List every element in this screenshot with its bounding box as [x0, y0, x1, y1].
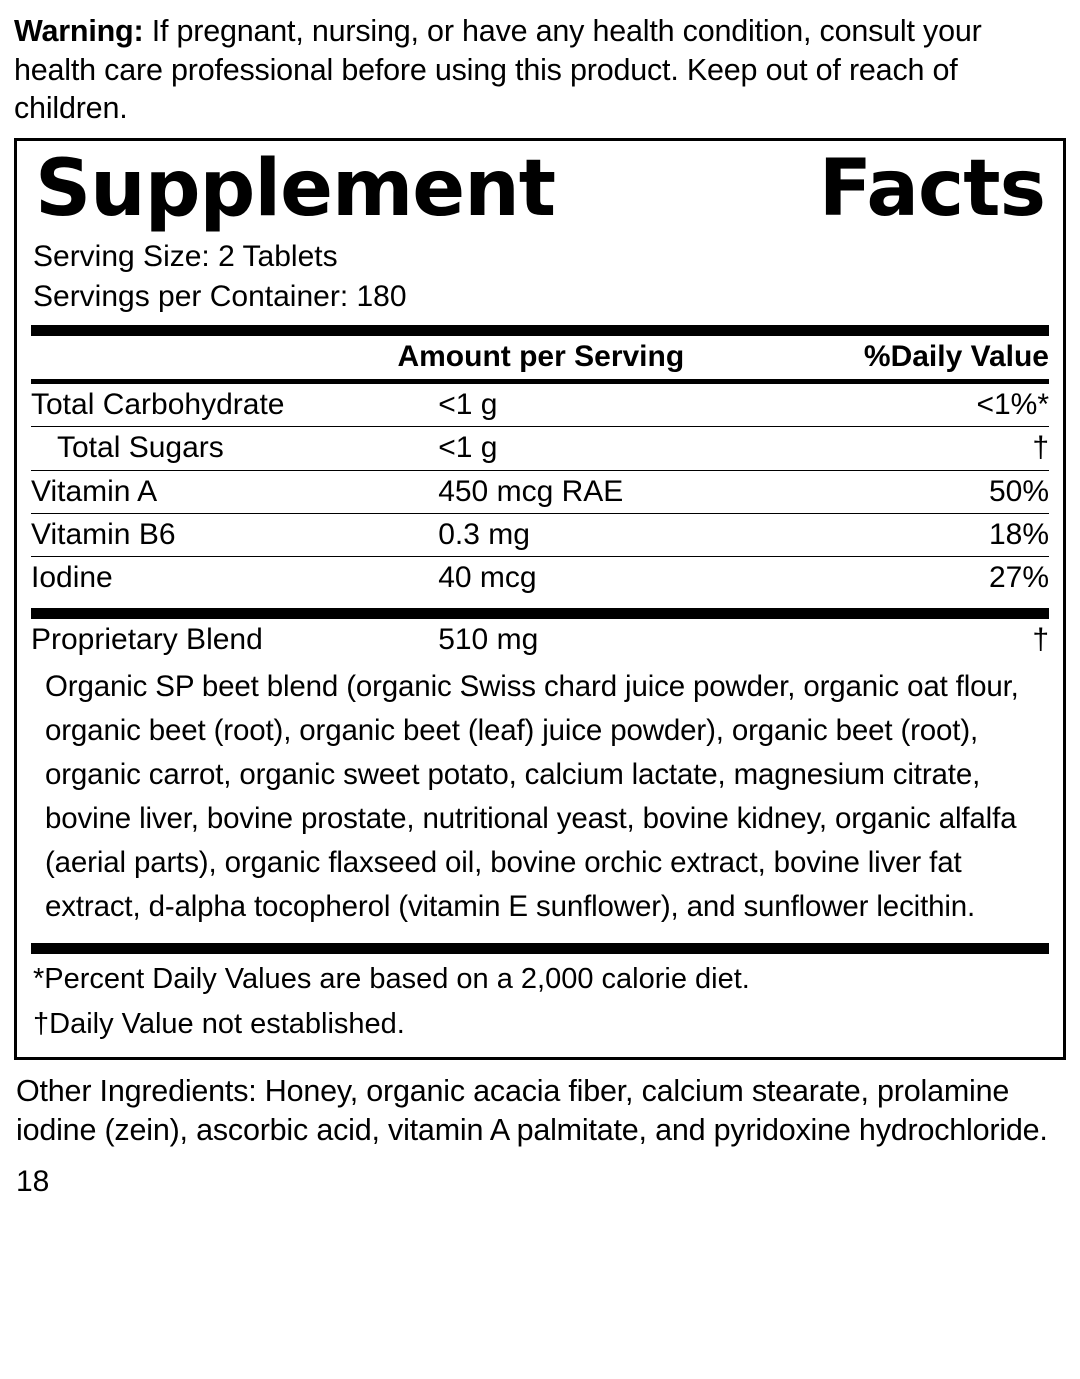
- title-word-facts: Facts: [818, 144, 1045, 235]
- table-row: [31, 427, 1049, 469]
- warning-label: Warning:: [14, 14, 144, 48]
- warning-paragraph: [14, 12, 1066, 128]
- title-word-supplement: Supplement: [35, 144, 556, 235]
- row-dv: 50%: [988, 474, 1049, 508]
- page-number: 18: [16, 1165, 50, 1199]
- divider-thick-top: [31, 325, 1049, 336]
- blend-ingredients: Organic SP beet blend (organic Swiss chard juice powder, organic oat flour, organic beet (root), organic beet (leaf) juice powder), organic beet (root), organic carrot, organic sweet potato, calcium lactate, magnesium citrate, bovine liver, bovine prostate, nutritional yeast, bovine kidney, organic alfalfa (aerial parts), organic flaxseed oil, bovine orchic extract, bovine liver fat extract, d-alpha tocopherol (vitamin E sunflower), and sunflower lecithin.: [45, 670, 1019, 923]
- servings-per-container: Servings per Container: 180: [33, 280, 407, 314]
- divider-thick-bottom: [31, 943, 1049, 954]
- table-header-row: [31, 336, 1049, 378]
- header-blank: [31, 336, 397, 378]
- proprietary-blend-row: [31, 619, 1049, 661]
- other-ingredients: Other Ingredients: Honey, organic acacia fiber, calcium stearate, prolamine iodine (zein), ascorbic acid, vitamin A palmitate, and pyridoxine hydrochloride.: [16, 1073, 1048, 1148]
- supplement-facts-panel: [14, 138, 1066, 1060]
- supplement-facts-title: [31, 144, 1049, 237]
- header-amount-per-serving: Amount per Serving: [397, 340, 685, 374]
- row-name: Vitamin B6: [31, 518, 176, 552]
- row-name: Total Carbohydrate: [31, 387, 285, 421]
- table-row: [31, 619, 1049, 661]
- nutrition-rows: [31, 427, 1049, 469]
- nutrition-table: [31, 336, 1049, 378]
- nutrition-rows: [31, 514, 1049, 556]
- nutrition-rows: [31, 384, 1049, 426]
- table-row: [31, 471, 1049, 513]
- footnote-dv-not-established: †Daily Value not established.: [33, 1008, 405, 1041]
- divider-thick-blend: [31, 608, 1049, 619]
- row-name: Total Sugars: [57, 431, 224, 465]
- blend-name: Proprietary Blend: [31, 622, 263, 656]
- blend-dv: †: [1032, 622, 1049, 656]
- row-dv: <1%*: [976, 387, 1049, 421]
- table-row: [31, 557, 1049, 599]
- row-amount: 40 mcg: [438, 561, 537, 595]
- serving-size: Serving Size: 2 Tablets: [33, 240, 338, 274]
- row-dv: 18%: [988, 518, 1049, 552]
- row-amount: 450 mcg RAE: [438, 474, 624, 508]
- row-dv: 27%: [988, 561, 1049, 595]
- nutrition-rows: [31, 471, 1049, 513]
- row-dv: †: [1032, 431, 1049, 465]
- nutrition-rows: [31, 557, 1049, 599]
- table-row: [31, 384, 1049, 426]
- footnote-daily-values: *Percent Daily Values are based on a 2,000 calorie diet.: [33, 962, 750, 995]
- warning-text: If pregnant, nursing, or have any health condition, consult your health care professional before using this product. Keep out of reach of children.: [14, 14, 982, 126]
- row-amount: 0.3 mg: [438, 518, 530, 552]
- row-amount: <1 g: [438, 431, 498, 465]
- row-name: Iodine: [31, 561, 113, 595]
- header-daily-value: %Daily Value: [863, 340, 1049, 374]
- blend-amount: 510 mg: [438, 622, 539, 656]
- row-name: Vitamin A: [31, 474, 158, 508]
- row-amount: <1 g: [438, 387, 498, 421]
- table-row: [31, 514, 1049, 556]
